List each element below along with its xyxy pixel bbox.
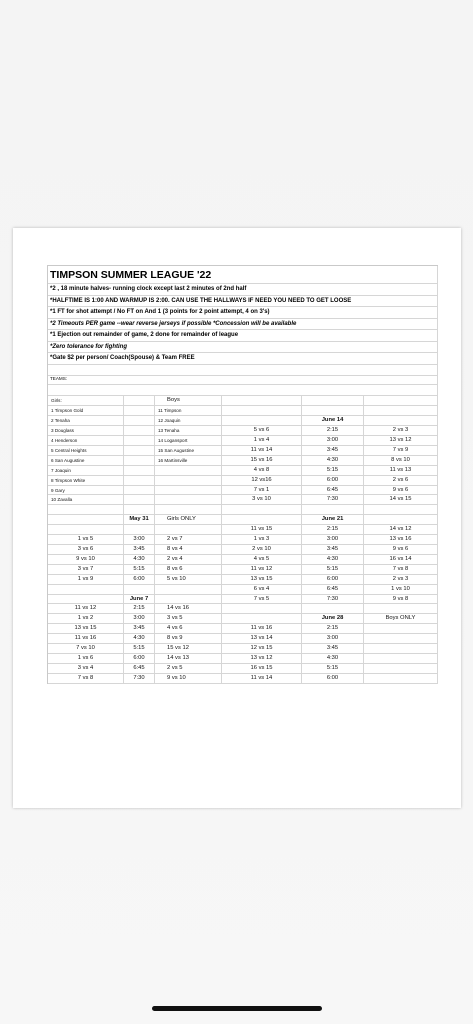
schedule-cell: 5 Central Heights [48,446,124,455]
schedule-cell [48,525,124,534]
blank-row [48,365,438,376]
schedule-cell [155,525,222,534]
rule-text: *1 FT for shot attempt / No FT on And 1 (3 points for 2 point attempt, 4 on 3's) [48,307,438,318]
schedule-cell: 11 vs 12 [48,604,124,613]
schedule-cell: 3:45 [302,644,364,653]
schedule-row [48,585,438,595]
schedule-cell [124,525,155,534]
schedule-cell: May 31 [124,515,155,524]
schedule-cell [302,604,364,613]
rule-text: *Gate $2 per person/ Coach(Spouse) & Team FREE [48,353,438,364]
schedule-row [48,495,438,505]
schedule-cell: 7:30 [302,495,364,504]
schedule-cell: 3:00 [302,436,364,445]
schedule-cell: 5:15 [302,664,364,673]
schedule-cell: 2 vs 5 [155,664,222,673]
schedule-cell [124,456,155,465]
schedule-cell: 8 Timpson White [48,476,124,485]
schedule-cell: 2 Tenaha [48,416,124,425]
schedule-cell: 3:00 [302,535,364,544]
rules-list [48,284,438,365]
schedule-document [47,265,438,684]
schedule-cell: 11 vs 14 [222,674,302,683]
schedule-cell: 2 vs 6 [364,476,438,485]
schedule-row [48,595,438,605]
schedule-cell [124,416,155,425]
schedule-cell: 1 vs 10 [364,585,438,594]
schedule-cell [222,614,302,623]
schedule-cell: 8 vs 9 [155,634,222,643]
schedule-cell: 3:00 [302,634,364,643]
schedule-row [48,604,438,614]
schedule-row [48,614,438,624]
schedule-cell [302,406,364,415]
schedule-cell: 12 vs 15 [222,644,302,653]
schedule-cell: 2 vs 3 [364,426,438,435]
schedule-cell [222,406,302,415]
schedule-cell: 5 vs 6 [222,426,302,435]
schedule-cell: 2:15 [302,525,364,534]
schedule-row [48,525,438,535]
schedule-row [48,575,438,585]
home-indicator [152,1006,322,1011]
schedule-cell: 1 vs 3 [222,535,302,544]
schedule-cell: 3:45 [124,624,155,633]
schedule-cell [124,585,155,594]
schedule-row [48,426,438,436]
schedule-row [48,396,438,406]
schedule-cell [124,486,155,495]
schedule-cell: 7 vs 9 [364,446,438,455]
schedule-row [48,644,438,654]
schedule-cell [48,505,124,514]
schedule-cell: 2 vs 4 [155,555,222,564]
schedule-cell: 1 vs 5 [48,535,124,544]
schedule-cell [155,476,222,485]
schedule-cell: 6:45 [124,664,155,673]
schedule-cell: 3:45 [302,545,364,554]
schedule-cell [222,396,302,405]
teams-header-row [48,376,438,386]
schedule-row [48,505,438,515]
schedule-cell: 14 vs 13 [155,654,222,663]
schedule-cell [364,654,438,663]
schedule-cell [48,515,124,524]
rule-text: *Zero tolerance for fighting [48,342,438,353]
rule-row [48,319,438,331]
schedule-cell: Boys ONLY [364,614,438,623]
schedule-row [48,555,438,565]
schedule-cell: 9 vs 6 [364,545,438,554]
schedule-cell: 15 vs 12 [155,644,222,653]
schedule-cell: 7 vs 5 [222,595,302,604]
schedule-cell [155,466,222,475]
rule-row [48,296,438,308]
schedule-cell: 9 vs 6 [364,486,438,495]
schedule-cell: 6 San Augustine [48,456,124,465]
schedule-cell: 1 vs 6 [48,654,124,663]
schedule-cell: 6:00 [302,575,364,584]
schedule-cell: 4:30 [124,634,155,643]
schedule-cell [124,426,155,435]
schedule-cell [302,396,364,405]
schedule-cell: 11 vs 15 [222,525,302,534]
schedule-grid [48,396,438,683]
schedule-cell: 7:30 [124,674,155,683]
rule-row [48,330,438,342]
schedule-cell: 3:45 [124,545,155,554]
schedule-cell: 9 Gary [48,486,124,495]
schedule-row [48,515,438,525]
schedule-cell: 12 vs16 [222,476,302,485]
schedule-cell: 7 vs 1 [222,486,302,495]
schedule-cell [155,486,222,495]
schedule-cell: 13 vs 12 [222,654,302,663]
schedule-cell: 4:30 [124,555,155,564]
schedule-cell [364,396,438,405]
schedule-cell: 3 vs 5 [155,614,222,623]
schedule-row [48,624,438,634]
schedule-cell: 2:15 [302,624,364,633]
schedule-cell: 11 vs 12 [222,565,302,574]
schedule-row [48,436,438,446]
schedule-row [48,654,438,664]
schedule-cell [155,495,222,504]
schedule-cell [364,515,438,524]
schedule-cell: 2 vs 10 [222,545,302,554]
schedule-cell [364,604,438,613]
schedule-cell: 13 vs 15 [222,575,302,584]
schedule-cell: 7 vs 8 [364,565,438,574]
schedule-cell [124,505,155,514]
schedule-cell [124,436,155,445]
schedule-cell: 4:30 [302,456,364,465]
schedule-cell: 4 vs 6 [155,624,222,633]
schedule-row [48,446,438,456]
schedule-cell: June 21 [302,515,364,524]
schedule-cell: 8 vs 4 [155,545,222,554]
schedule-cell [364,674,438,683]
schedule-cell [155,595,222,604]
schedule-row [48,634,438,644]
schedule-cell: 13 vs 14 [222,634,302,643]
schedule-cell: 13 Tenaha [155,426,222,435]
schedule-cell: 13 vs 16 [364,535,438,544]
schedule-cell: 3 vs 7 [48,565,124,574]
schedule-cell: 9 vs 10 [155,674,222,683]
schedule-cell: June 14 [302,416,364,425]
schedule-cell [124,476,155,485]
schedule-cell [364,505,438,514]
schedule-cell: 9 vs 8 [364,595,438,604]
rule-text: *1 Ejection out remainder of game, 2 done for remainder of league [48,330,438,341]
schedule-row [48,476,438,486]
schedule-cell: 7 vs 10 [48,644,124,653]
schedule-cell: 16 vs 15 [222,664,302,673]
schedule-row [48,664,438,674]
teams-label: TEAMS: [48,376,438,385]
schedule-cell [222,416,302,425]
schedule-cell [364,406,438,415]
title-row [48,266,438,284]
schedule-cell [302,505,364,514]
schedule-cell: 3:45 [302,446,364,455]
schedule-cell: 7:30 [302,595,364,604]
schedule-cell [48,595,124,604]
schedule-cell: 3 vs 4 [48,664,124,673]
rule-row [48,342,438,354]
rule-text: *2 , 18 minute halves- running clock except last 2 minutes of 2nd half [48,284,438,295]
schedule-cell: 13 vs 12 [364,436,438,445]
schedule-cell: 6:45 [302,585,364,594]
schedule-cell: 5:15 [302,466,364,475]
schedule-cell: 3 vs 6 [48,545,124,554]
schedule-cell: 16 Martinsville [155,456,222,465]
schedule-cell [222,604,302,613]
schedule-cell [364,624,438,633]
schedule-cell: 5 vs 10 [155,575,222,584]
schedule-cell: 8 vs 10 [364,456,438,465]
schedule-cell: 1 Timpson Gold [48,406,124,415]
schedule-cell: 10 Zavalla [48,495,124,504]
schedule-cell: 6:00 [302,476,364,485]
schedule-row [48,545,438,555]
schedule-cell: 3:00 [124,535,155,544]
schedule-cell [155,505,222,514]
schedule-cell [364,416,438,425]
schedule-cell: 11 vs 14 [222,446,302,455]
schedule-cell: June 28 [302,614,364,623]
schedule-cell: Boys [155,396,222,405]
rule-row [48,307,438,319]
schedule-cell: 7 vs 8 [48,674,124,683]
schedule-cell: 11 Timpson [155,406,222,415]
schedule-cell [124,466,155,475]
schedule-cell: 2 vs 3 [364,575,438,584]
schedule-cell [124,406,155,415]
schedule-cell: 16 vs 14 [364,555,438,564]
schedule-cell [364,634,438,643]
schedule-cell: 2 vs 7 [155,535,222,544]
rule-row [48,284,438,296]
schedule-cell [48,585,124,594]
schedule-cell: 6:00 [124,654,155,663]
schedule-cell: 2:15 [124,604,155,613]
schedule-cell: 6:45 [302,486,364,495]
schedule-cell [124,396,155,405]
schedule-cell: June 7 [124,595,155,604]
schedule-cell: 3 vs 10 [222,495,302,504]
schedule-cell: 15 vs 16 [222,456,302,465]
schedule-cell: 3:00 [124,614,155,623]
schedule-row [48,535,438,545]
schedule-cell [155,585,222,594]
schedule-cell: 4 vs 5 [222,555,302,564]
schedule-cell [222,515,302,524]
schedule-cell: 9 vs 10 [48,555,124,564]
schedule-cell: 6:00 [302,674,364,683]
schedule-cell [222,505,302,514]
schedule-cell: 7 Joaquin [48,466,124,475]
schedule-cell [364,664,438,673]
schedule-cell: 5:15 [302,565,364,574]
rule-text: *2 Timeouts PER game --wear reverse jerseys if possible *Concession will be available [48,319,438,330]
schedule-cell: 11 vs 16 [222,624,302,633]
schedule-cell: 5:15 [124,565,155,574]
schedule-cell: 6:00 [124,575,155,584]
schedule-cell: 14 vs 12 [364,525,438,534]
schedule-cell: 14 vs 15 [364,495,438,504]
schedule-row [48,406,438,416]
schedule-cell: Girls: [48,396,124,405]
schedule-row [48,674,438,684]
schedule-cell: 4 Henderson [48,436,124,445]
schedule-cell: 2:15 [302,426,364,435]
schedule-row [48,486,438,496]
schedule-cell: 5:15 [124,644,155,653]
schedule-row [48,466,438,476]
blank-row [48,385,438,396]
schedule-sheet [13,228,461,808]
schedule-cell: 1 vs 2 [48,614,124,623]
schedule-cell: 3 Douglass [48,426,124,435]
schedule-cell: 1 vs 9 [48,575,124,584]
schedule-cell [124,495,155,504]
schedule-cell: 8 vs 6 [155,565,222,574]
schedule-cell: 11 vs 13 [364,466,438,475]
rule-row [48,353,438,365]
schedule-cell: 11 vs 16 [48,634,124,643]
schedule-row [48,456,438,466]
schedule-cell: 4 vs 8 [222,466,302,475]
schedule-cell: 13 vs 15 [48,624,124,633]
schedule-row [48,416,438,426]
rule-text: *HALFTIME IS 1:00 AND WARMUP IS 2:00. CAN USE THE HALLWAYS IF NEED YOU NEED TO GET LOOSE [48,296,438,307]
schedule-row [48,565,438,575]
schedule-cell [124,446,155,455]
schedule-cell: 4:30 [302,555,364,564]
schedule-cell: 1 vs 4 [222,436,302,445]
schedule-cell: 15 San Augustine [155,446,222,455]
schedule-cell [364,644,438,653]
schedule-cell: 12 Joaquin [155,416,222,425]
schedule-cell: Girls ONLY [155,515,222,524]
schedule-cell: 6 vs 4 [222,585,302,594]
schedule-cell: 14 vs 16 [155,604,222,613]
schedule-cell: 4:30 [302,654,364,663]
schedule-cell: 14 Logansport [155,436,222,445]
league-title: TIMPSON SUMMER LEAGUE '22 [48,266,438,283]
